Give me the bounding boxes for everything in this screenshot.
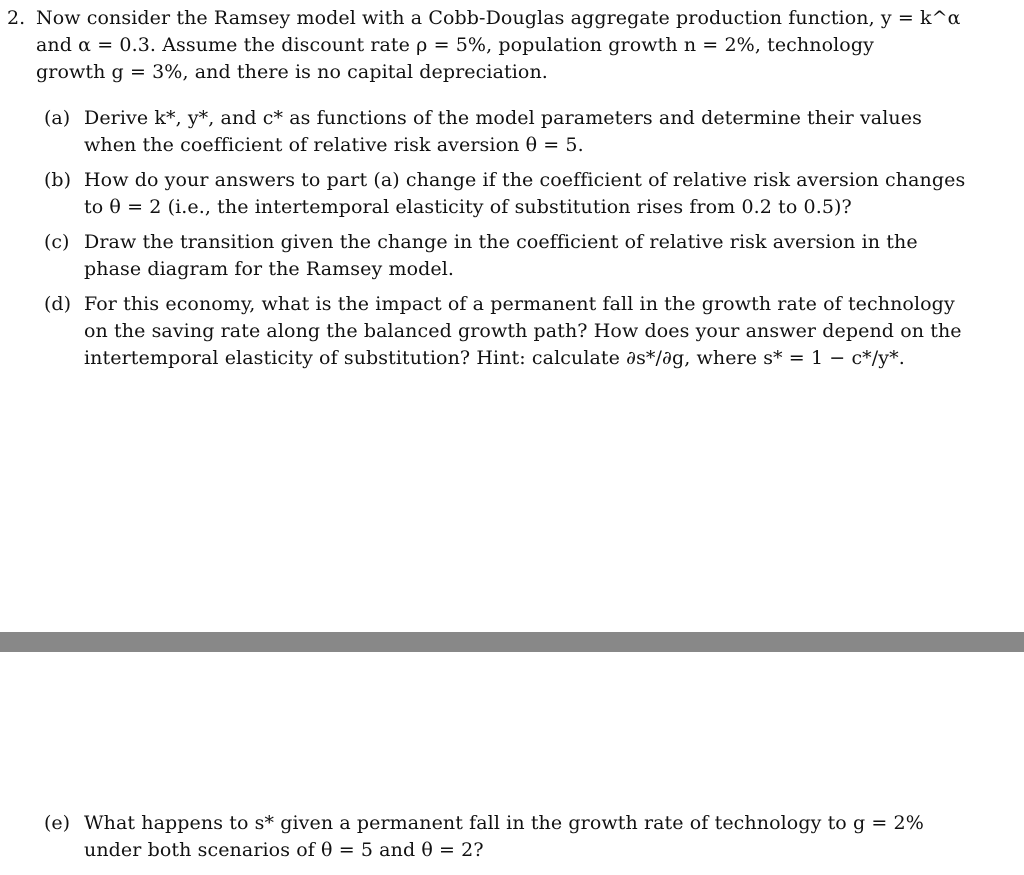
part-c-line-1: Draw the transition given the change in the coefficient of relative risk aversion in the <box>84 231 918 253</box>
page-separator <box>0 632 1024 652</box>
part-d-line-1: For this economy, what is the impact of a permanent fall in the growth rate of technology <box>84 293 955 315</box>
problem-number: 2. <box>7 7 26 29</box>
part-b-label: (b) <box>44 169 71 191</box>
part-a-line-1: Derive k*, y*, and c* as functions of the model parameters and determine their values <box>84 107 922 129</box>
part-d-label: (d) <box>44 293 71 315</box>
part-c-line-2: phase diagram for the Ramsey model. <box>84 258 455 280</box>
part-d-line-3: intertemporal elasticity of substitution? Hint: calculate ∂s*/∂g, where s* = 1 − c*/y*. <box>84 347 905 369</box>
part-e-label: (e) <box>44 812 71 834</box>
part-c-label: (c) <box>44 231 70 253</box>
part-b-line-2: to θ = 2 (i.e., the intertemporal elasticity of substitution rises from 0.2 to 0.5)? <box>84 196 852 218</box>
part-a-label: (a) <box>44 107 71 129</box>
intro-line-2: and α = 0.3. Assume the discount rate ρ = 5%, population growth n = 2%, technology <box>36 34 874 56</box>
intro-line-3: growth g = 3%, and there is no capital depreciation. <box>36 61 548 83</box>
part-d-line-2: on the saving rate along the balanced growth path? How does your answer depend on the <box>84 320 962 342</box>
part-e-line-1: What happens to s* given a permanent fall in the growth rate of technology to g = 2% <box>84 812 924 834</box>
part-e-line-2: under both scenarios of θ = 5 and θ = 2? <box>84 839 484 861</box>
part-b-line-1: How do your answers to part (a) change if the coefficient of relative risk aversion changes <box>84 169 966 191</box>
part-a-line-2: when the coefficient of relative risk aversion θ = 5. <box>84 134 584 156</box>
intro-line-1: Now consider the Ramsey model with a Cobb-Douglas aggregate production function, y = k^α <box>36 7 961 29</box>
